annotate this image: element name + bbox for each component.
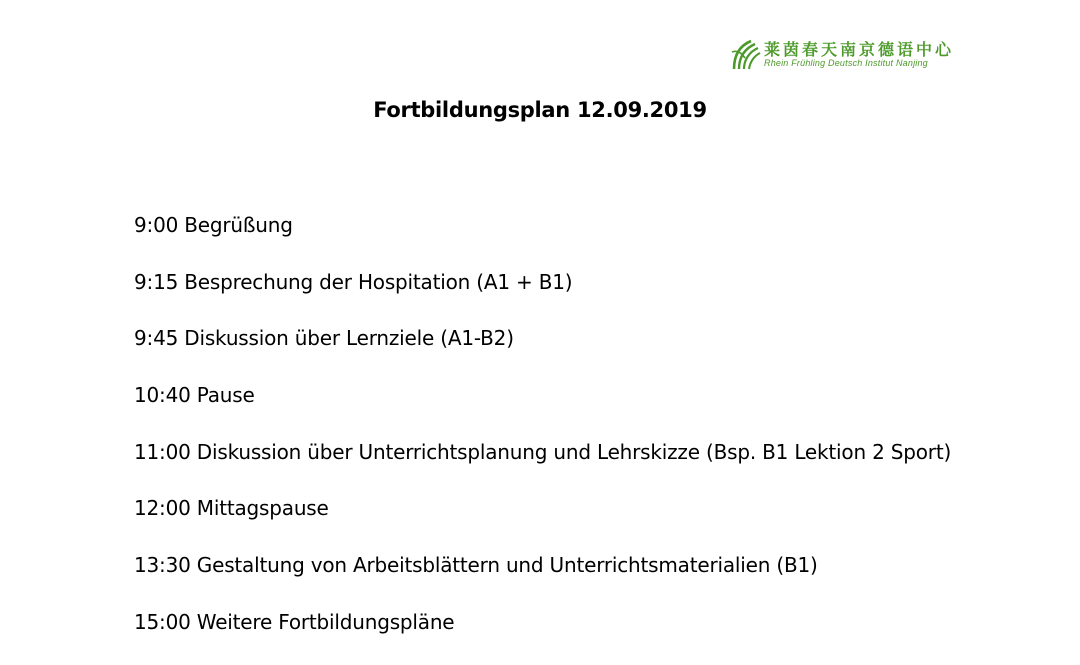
schedule-item: 13:30 Gestaltung von Arbeitsblättern und Unterrichtsmaterialien (B1) [134,553,818,578]
schedule-item: 12:00 Mittagspause [134,496,329,521]
institute-logo [731,38,955,74]
schedule-list [134,211,951,665]
schedule-item: 9:15 Besprechung der Hospitation (A1 + B1) [134,269,573,294]
schedule-item: 9:45 Diskussion über Lernziele (A1-B2) [134,326,514,351]
schedule-item: 15:00 Weitere Fortbildungspläne [134,609,455,634]
schedule-item: 9:00 Begrüßung [134,213,293,237]
schedule-item: 10:40 Pause [134,383,255,408]
document-title: Fortbildungsplan 12.09.2019 [373,98,707,122]
green-leaf-stripes-icon [731,38,761,70]
logo-chinese-name: 莱茵春天南京德语中心 [764,40,955,59]
logo-english-name: Rhein Frühling Deutsch Institut Nanjing [764,58,928,68]
schedule-item: 11:00 Diskussion über Unterrichtsplanung und Lehrskizze (Bsp. B1 Lektion 2 Sport) [134,439,952,464]
